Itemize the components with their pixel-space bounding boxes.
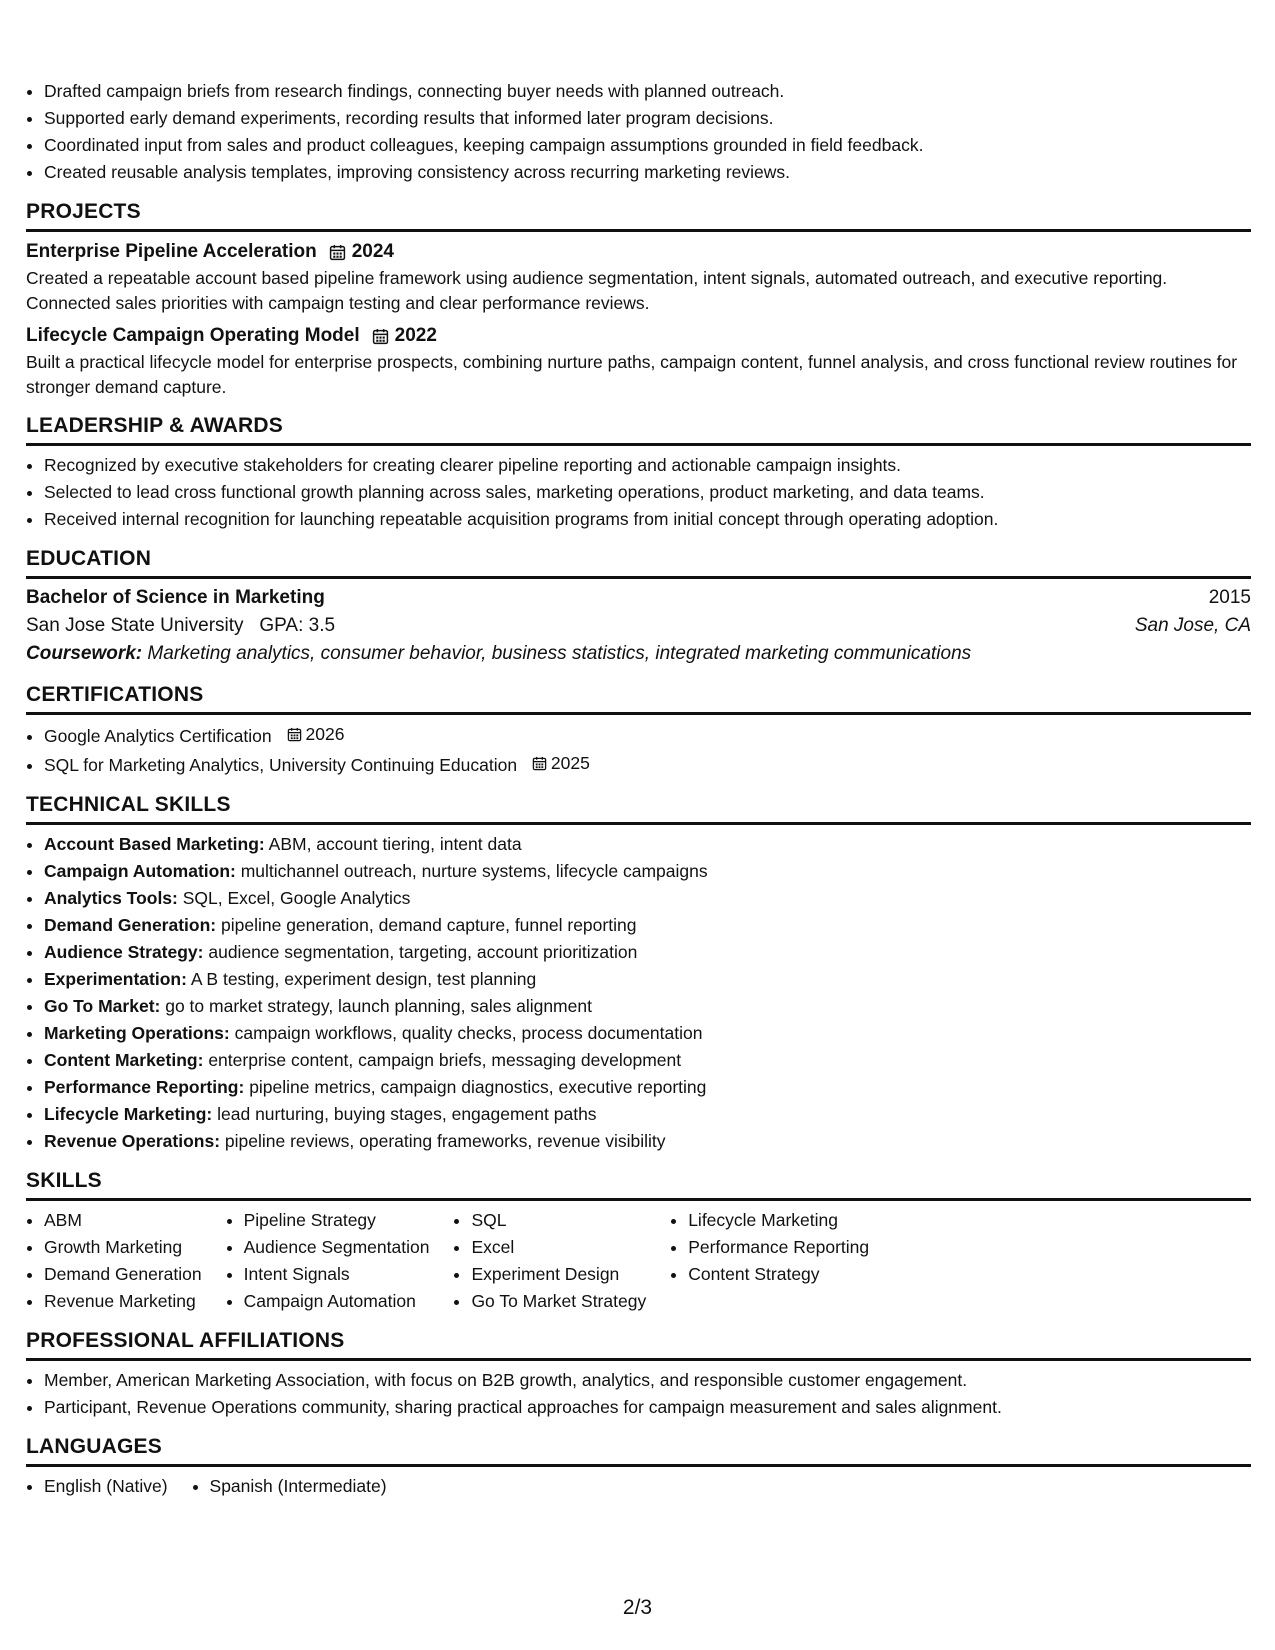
technical-skill-item (44, 993, 1251, 1020)
list-item: • English (Native) (44, 1473, 168, 1500)
project-description: Created a repeatable account based pipeline framework using audience segmentation, intent signals, automated outreach, and executive reporting. Connected sales priorities with campaign testing and clear performance reviews. (26, 268, 1168, 313)
skill-item: • Growth Marketing (44, 1234, 202, 1261)
project-title-row (26, 325, 1251, 347)
skills-grid (26, 1207, 1251, 1315)
school-location: San Jose, CA (1134, 615, 1251, 636)
skill-item: • Revenue Marketing (44, 1288, 202, 1315)
education-degree-row (26, 579, 1251, 609)
page-number: 2/3 (622, 1596, 653, 1619)
certification-date (287, 721, 345, 748)
project-year: 2022 (394, 325, 437, 346)
technical-skill-label: Demand Generation: (44, 915, 217, 935)
technical-skill-item (44, 858, 1251, 885)
technical-skill-item (44, 939, 1251, 966)
affiliations-section (26, 1329, 1251, 1421)
skill-item: • Lifecycle Marketing (688, 1207, 869, 1234)
technical-skill-value: pipeline generation, demand capture, funnel reporting (221, 915, 637, 935)
technical-skill-value: pipeline metrics, campaign diagnostics, executive reporting (249, 1077, 707, 1097)
list-item: • Selected to lead cross functional growth planning across sales, marketing operations, product marketing, and data teams. (44, 479, 1251, 506)
school-info (26, 615, 335, 637)
skills-column (453, 1207, 646, 1315)
list-item: • Spanish (Intermediate) (210, 1473, 387, 1500)
coursework-label: Coursework: (26, 643, 143, 664)
project-year: 2024 (351, 241, 395, 262)
technical-skill-value: go to market strategy, launch planning, sales alignment (165, 996, 592, 1016)
leadership-section (26, 414, 1251, 533)
section-title-leadership: LEADERSHIP & AWARDS (26, 414, 1251, 446)
certification-year: 2026 (305, 724, 345, 744)
technical-skill-value: enterprise content, campaign briefs, messaging development (208, 1050, 682, 1070)
resume-page (26, 78, 1251, 1500)
skills-column (670, 1207, 869, 1315)
section-title-projects: PROJECTS (26, 200, 1251, 232)
skill-item: • Experiment Design (471, 1261, 646, 1288)
list-item: • Member, American Marketing Association, with focus on B2B growth, analytics, and responsible customer engagement. (44, 1367, 1251, 1394)
technical-skill-item (44, 1020, 1251, 1047)
affiliations-list (26, 1367, 1251, 1421)
technical-skill-label: Experimentation: (44, 969, 187, 989)
technical-skill-value: lead nurturing, buying stages, engagement paths (217, 1104, 597, 1124)
gpa: GPA: 3.5 (259, 615, 336, 636)
technical-skill-label: Analytics Tools: (44, 888, 178, 908)
technical-skill-label: Revenue Operations: (44, 1131, 221, 1151)
certification-year: 2025 (550, 753, 590, 773)
technical-skill-value: ABM, account tiering, intent data (268, 834, 522, 854)
technical-skill-value: audience segmentation, targeting, account prioritization (208, 942, 638, 962)
technical-skill-item (44, 1074, 1251, 1101)
technical-skill-label: Audience Strategy: (44, 942, 204, 962)
technical-skills-list (26, 831, 1251, 1155)
skill-item: • Excel (471, 1234, 646, 1261)
certifications-list (26, 721, 1251, 779)
technical-skill-label: Go To Market: (44, 996, 161, 1016)
skill-item: • Demand Generation (44, 1261, 202, 1288)
technical-skill-item (44, 831, 1251, 858)
list-item: • Drafted campaign briefs from research findings, connecting buyer needs with planned outreach. (44, 78, 1251, 105)
skill-item: • Intent Signals (244, 1261, 430, 1288)
list-item: • Coordinated input from sales and product colleagues, keeping campaign assumptions grounded in field feedback. (44, 132, 1251, 159)
section-title-education: EDUCATION (26, 547, 1251, 579)
calendar-icon (287, 727, 302, 742)
languages-section (26, 1435, 1251, 1500)
list-item: • Created reusable analysis templates, improving consistency across recurring marketing reviews. (44, 159, 1251, 186)
technical-skill-value: pipeline reviews, operating frameworks, revenue visibility (224, 1131, 666, 1151)
graduation-year: 2015 (1208, 587, 1251, 608)
languages-list (26, 1473, 1251, 1500)
skill-item: • Content Strategy (688, 1261, 869, 1288)
technical-skill-item (44, 1101, 1251, 1128)
calendar-icon (329, 244, 346, 261)
list-item: • Recognized by executive stakeholders for creating clearer pipeline reporting and actionable campaign insights. (44, 452, 1251, 479)
skills-section (26, 1169, 1251, 1315)
skill-item: • ABM (44, 1207, 202, 1234)
section-title-skills: SKILLS (26, 1169, 1251, 1201)
calendar-icon (372, 328, 389, 345)
projects-section (26, 200, 1251, 400)
skill-item: • Campaign Automation (244, 1288, 430, 1315)
technical-skill-value: campaign workflows, quality checks, process documentation (234, 1023, 703, 1043)
section-title-affiliations: PROFESSIONAL AFFILIATIONS (26, 1329, 1251, 1361)
technical-skill-item (44, 885, 1251, 912)
project-entry (26, 241, 1251, 316)
school-name: San Jose State University (26, 615, 244, 636)
technical-skill-label: Account Based Marketing: (44, 834, 265, 854)
list-item (44, 750, 1251, 779)
skills-column (26, 1207, 202, 1315)
degree-name: Bachelor of Science in Marketing (26, 587, 325, 608)
list-item: • Supported early demand experiments, recording results that informed later program decisions. (44, 105, 1251, 132)
technical-skill-value: SQL, Excel, Google Analytics (182, 888, 411, 908)
skills-column (226, 1207, 430, 1315)
skill-item: • SQL (471, 1207, 646, 1234)
skill-item: • Performance Reporting (688, 1234, 869, 1261)
project-name: Enterprise Pipeline Acceleration (26, 241, 317, 262)
certification-name: Google Analytics Certification (44, 726, 272, 746)
technical-skill-item (44, 1047, 1251, 1074)
skill-item: • Pipeline Strategy (244, 1207, 430, 1234)
technical-skill-item (44, 1128, 1251, 1155)
skill-item: • Go To Market Strategy (471, 1288, 646, 1315)
section-title-languages: LANGUAGES (26, 1435, 1251, 1467)
project-date (372, 325, 437, 347)
technical-skill-label: Lifecycle Marketing: (44, 1104, 213, 1124)
technical-skill-value: multichannel outreach, nurture systems, lifecycle campaigns (240, 861, 708, 881)
technical-skill-item (44, 966, 1251, 993)
list-item: • Received internal recognition for launching repeatable acquisition programs from initial concept through operating adoption. (44, 506, 1251, 533)
technical-skill-label: Content Marketing: (44, 1050, 204, 1070)
education-section (26, 547, 1251, 665)
technical-skill-label: Performance Reporting: (44, 1077, 245, 1097)
technical-skills-section (26, 793, 1251, 1155)
certifications-section (26, 683, 1251, 779)
technical-skill-value: A B testing, experiment design, test planning (190, 969, 537, 989)
project-entry (26, 325, 1251, 400)
skill-item: • Audience Segmentation (244, 1234, 430, 1261)
technical-skill-label: Marketing Operations: (44, 1023, 230, 1043)
project-description: Built a practical lifecycle model for enterprise prospects, combining nurture paths, campaign content, funnel analysis, and cross functional review routines for stronger demand capture. (26, 352, 1238, 397)
technical-skill-item (44, 912, 1251, 939)
section-title-technical-skills: TECHNICAL SKILLS (26, 793, 1251, 825)
experience-bullets (26, 78, 1251, 186)
education-school-row (26, 609, 1251, 637)
technical-skill-label: Campaign Automation: (44, 861, 236, 881)
list-item: • Participant, Revenue Operations community, sharing practical approaches for campaign measurement and sales alignment. (44, 1394, 1251, 1421)
project-date (329, 241, 394, 263)
section-title-certifications: CERTIFICATIONS (26, 683, 1251, 715)
project-name: Lifecycle Campaign Operating Model (26, 325, 360, 346)
coursework (26, 643, 1251, 665)
leadership-list (26, 452, 1251, 533)
project-title-row (26, 241, 1251, 263)
list-item (44, 721, 1251, 750)
calendar-icon (532, 756, 547, 771)
certification-name: SQL for Marketing Analytics, University Continuing Education (44, 755, 518, 775)
certification-date (532, 750, 590, 777)
coursework-text: Marketing analytics, consumer behavior, business statistics, integrated marketing communications (147, 643, 972, 664)
